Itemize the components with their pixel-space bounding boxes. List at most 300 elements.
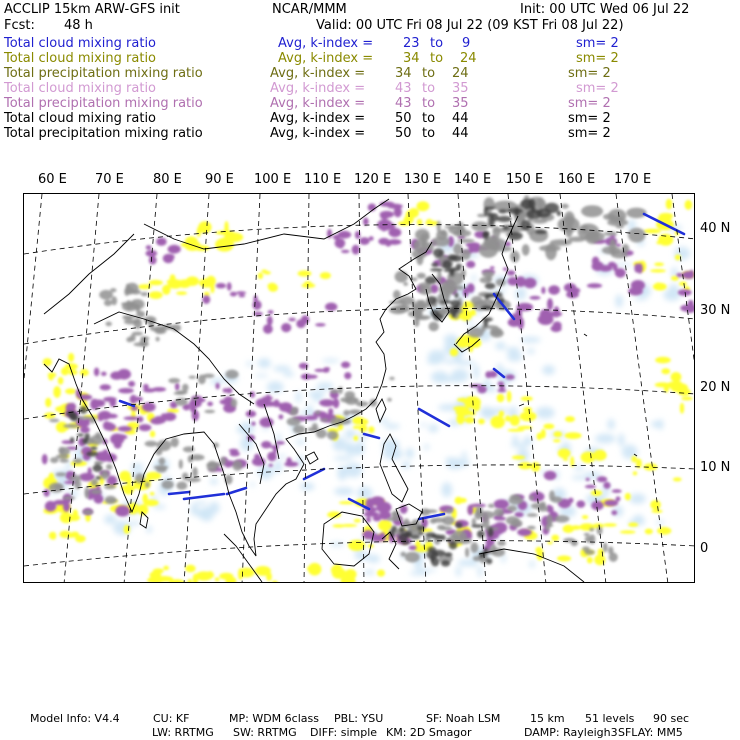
field-sm: sm= 2 (576, 51, 619, 66)
cloud-cell (124, 287, 129, 296)
cloud-cell (124, 319, 140, 324)
cloud-cell (428, 424, 438, 432)
footer-item: KM: 2D Smagor (386, 726, 472, 739)
field-k-from: 23 (403, 36, 420, 51)
cloud-cell (106, 464, 112, 470)
cloud-cell (308, 391, 325, 399)
cloud-cell (274, 460, 282, 472)
cloud-cell (425, 532, 436, 537)
cloud-cell (230, 292, 237, 297)
cloud-cell (322, 359, 339, 363)
cloud-cell (334, 487, 354, 495)
cloud-cell (359, 425, 368, 433)
cloud-cell (146, 526, 152, 533)
footer-item: SW: RRTMG (233, 726, 297, 739)
cloud-cell (557, 556, 571, 562)
cloud-cell (203, 374, 215, 378)
longitude-label: 110 E (304, 172, 342, 187)
cloud-cell (388, 239, 402, 245)
cloud-cell (110, 288, 116, 292)
cloud-cell (48, 372, 57, 377)
longitude-label: 60 E (38, 172, 67, 187)
cloud-cell (275, 441, 285, 445)
cloud-cell (471, 542, 479, 553)
cloud-cell (110, 434, 124, 445)
cloud-cell (433, 248, 444, 257)
field-k-to: 35 (452, 96, 469, 111)
cloud-cell (142, 494, 148, 504)
cloud-cell (199, 278, 214, 287)
cloud-cell (585, 485, 596, 489)
cloud-cell (94, 368, 99, 377)
cloud-cell (149, 280, 163, 285)
cloud-cell (77, 433, 84, 436)
cloud-cell (333, 398, 339, 408)
cloud-cell (106, 499, 118, 502)
field-name: Total cloud mixing ratio (4, 51, 157, 66)
cloud-cell (547, 541, 553, 544)
cloud-cell (191, 503, 199, 515)
cloud-cell (467, 283, 475, 293)
cloud-cell (485, 283, 496, 289)
cloud-cell (680, 305, 692, 312)
cloud-cell (658, 419, 664, 430)
cloud-cell (637, 263, 643, 273)
cloud-cell (148, 318, 154, 328)
cloud-cell (403, 282, 408, 286)
cloud-cell (258, 358, 271, 368)
cloud-cell (286, 457, 292, 465)
cloud-cell (529, 296, 540, 300)
cloud-cell (651, 510, 662, 513)
longitude-label: 100 E (254, 172, 292, 187)
cloud-cell (70, 475, 82, 481)
cloud-cell (80, 426, 90, 433)
cloud-cell (488, 527, 494, 537)
cloud-cell (677, 273, 683, 277)
cloud-cell (138, 504, 149, 515)
cloud-cell (272, 580, 278, 583)
cloud-cell (91, 489, 102, 494)
footer-item: 15 km (530, 712, 565, 725)
cloud-cell (382, 439, 400, 452)
forecast-label: Fcst: (4, 18, 35, 33)
cloud-cell (508, 429, 525, 432)
cloud-cell (430, 518, 437, 523)
cloud-cell (354, 519, 361, 523)
footer-item: CU: KF (153, 712, 190, 725)
cloud-cell (618, 433, 624, 446)
cloud-cell (465, 547, 469, 557)
cloud-cell (496, 279, 506, 287)
cloud-cell (327, 431, 338, 440)
cloud-cell (293, 425, 305, 434)
cloud-cell (546, 524, 550, 531)
cloud-cell (133, 342, 149, 346)
cloud-cell (550, 239, 572, 246)
cloud-cell (603, 523, 617, 526)
cloud-cell (182, 473, 188, 481)
cloud-cell (650, 269, 666, 272)
cloud-cell (563, 525, 574, 533)
cloud-cell (549, 506, 554, 513)
cloud-cell (156, 337, 160, 342)
cloud-cell (123, 416, 139, 420)
cloud-cell (537, 433, 543, 440)
cloud-cell (565, 222, 573, 237)
cloud-cell (258, 273, 263, 280)
cloud-cell (472, 274, 476, 283)
longitude-line (242, 194, 260, 583)
cloud-cell (442, 516, 454, 525)
cloud-cell (83, 510, 94, 515)
cloud-cell (547, 298, 553, 310)
field-k-to: 44 (452, 126, 469, 141)
cloud-cell (207, 402, 213, 407)
cloud-cell (101, 470, 109, 479)
map-panel (23, 193, 695, 583)
cloud-cell (486, 558, 492, 564)
valid-time: Valid: 00 UTC Fri 08 Jul 22 (09 KST Fri 08 Jul 22) (316, 18, 624, 33)
cloud-cell (491, 416, 505, 429)
cloud-cell (315, 411, 320, 415)
cloud-cell (156, 238, 167, 246)
cloud-cell (296, 319, 305, 328)
cloud-cell (586, 231, 605, 242)
cloud-cell (656, 521, 665, 525)
cloud-cell (179, 459, 183, 469)
cloud-cell (531, 462, 540, 472)
cloud-cell (369, 399, 377, 407)
footer-item: DIFF: simple (310, 726, 378, 739)
cloud-cell (43, 358, 52, 366)
cloud-cell (152, 387, 166, 392)
cloud-cell (111, 296, 117, 305)
cloud-cell (521, 396, 533, 401)
cloud-cell (63, 496, 75, 500)
cloud-cell (312, 423, 318, 430)
cloud-cell (296, 391, 302, 403)
cloud-cell (418, 569, 437, 572)
cloud-cell (536, 407, 555, 419)
cloud-cell (96, 476, 102, 480)
cloud-cell (319, 399, 335, 406)
cloud-cell (189, 240, 195, 244)
cloud-cell (50, 532, 56, 540)
cloud-cell (478, 565, 483, 577)
cloud-cell (609, 216, 624, 219)
cloud-cell (634, 296, 649, 300)
field-name: Total cloud mixing ratio (4, 81, 157, 96)
cloud-cell (654, 263, 664, 267)
cloud-cell (679, 282, 687, 286)
latitude-label: 20 N (700, 380, 731, 395)
cloud-cell (58, 377, 64, 385)
cloud-cell (464, 313, 477, 316)
field-k-to-word: to (422, 66, 436, 81)
cloud-cell (261, 441, 271, 448)
cloud-streak (227, 488, 246, 494)
cloud-cell (122, 301, 138, 311)
cloud-cell (187, 579, 192, 583)
cloud-cell (269, 464, 273, 467)
cloud-cell (527, 513, 538, 517)
cloud-cell (432, 237, 450, 247)
cloud-cell (395, 271, 408, 283)
cloud-cell (391, 526, 397, 532)
cloud-cell (90, 446, 97, 450)
cloud-cell (494, 508, 504, 516)
cloud-cell (263, 324, 273, 334)
cloud-cell (548, 285, 560, 294)
cloud-cell (320, 272, 331, 279)
cloud-cell (104, 515, 116, 525)
cloud-cell (333, 456, 353, 460)
cloud-cell (517, 448, 529, 462)
cloud-cell (589, 528, 594, 532)
cloud-cell (505, 374, 514, 379)
cloud-cell (581, 205, 603, 217)
cloud-cell (591, 490, 602, 496)
cloud-cell (565, 416, 575, 422)
cloud-cell (290, 410, 298, 416)
cloud-streak (304, 469, 324, 479)
cloud-cell (70, 437, 74, 443)
cloud-cell (671, 276, 679, 281)
field-k-to: 44 (452, 111, 469, 126)
cloud-cell (281, 323, 291, 332)
cloud-cell (457, 239, 474, 243)
cloud-cell (645, 529, 653, 535)
cloud-cell (483, 231, 490, 237)
field-sm: sm= 2 (576, 36, 619, 51)
cloud-cell (168, 245, 181, 254)
cloud-cell (298, 270, 312, 276)
cloud-cell (297, 455, 303, 467)
cloud-cell (497, 394, 505, 403)
cloud-cell (592, 257, 599, 266)
cloud-cell (542, 365, 555, 375)
field-name: Total precipitation mixing ratio (4, 126, 203, 141)
cloud-cell (582, 515, 588, 519)
cloud-cell (616, 496, 621, 501)
cloud-cell (477, 530, 485, 538)
cloud-cell (176, 482, 187, 490)
cloud-cell (192, 467, 198, 478)
cloud-cell (115, 505, 130, 516)
cloud-cell (497, 517, 506, 521)
cloud-cell (117, 369, 131, 380)
cloud-cell (520, 337, 541, 343)
cloud-cell (398, 221, 411, 226)
cloud-cell (246, 361, 252, 366)
cloud-cell (255, 374, 268, 377)
cloud-cell (389, 228, 402, 237)
cloud-cell (68, 353, 74, 362)
cloud-cell (345, 444, 365, 456)
cloud-cell (206, 462, 221, 467)
cloud-cell (93, 400, 105, 407)
cloud-cell (478, 419, 485, 425)
cloud-cell (486, 275, 492, 283)
cloud-cell (425, 509, 438, 513)
cloud-cell (545, 203, 560, 214)
cloud-cell (539, 245, 561, 252)
cloud-cell (456, 414, 464, 425)
field-k-from: 50 (395, 111, 412, 126)
cloud-cell (204, 410, 215, 413)
cloud-cell (106, 414, 118, 419)
cloud-cell (521, 220, 531, 231)
cloud-cell (551, 535, 559, 542)
cloud-cell (270, 445, 279, 448)
cloud-cell (63, 424, 78, 428)
cloud-cell (398, 533, 407, 541)
cloud-cell (598, 549, 604, 556)
cloud-cell (175, 383, 180, 391)
cloud-cell (110, 398, 117, 407)
cloud-cell (54, 483, 63, 490)
cloud-cell (655, 357, 671, 364)
cloud-cell (73, 509, 78, 519)
cloud-cell (65, 388, 76, 394)
cloud-cell (393, 290, 401, 300)
cloud-cell (267, 452, 276, 461)
cloud-cell (287, 417, 301, 425)
cloud-cell (658, 234, 673, 246)
cloud-cell (453, 406, 468, 411)
cloud-cell (88, 467, 92, 475)
cloud-cell (266, 572, 272, 581)
latitude-label: 40 N (700, 221, 731, 236)
cloud-cell (330, 389, 339, 393)
cloud-cell (384, 424, 400, 429)
cloud-cell (420, 423, 427, 426)
cloud-cell (352, 245, 360, 255)
field-sm: sm= 2 (568, 111, 611, 126)
coastline (144, 199, 389, 249)
cloud-cell (431, 263, 438, 267)
cloud-cell (406, 448, 414, 459)
cloud-cell (468, 327, 484, 337)
cloud-cell (73, 458, 82, 463)
cloud-cell (471, 221, 488, 231)
cloud-cell (357, 487, 372, 500)
cloud-cell (449, 267, 461, 271)
cloud-cell (231, 399, 238, 408)
cloud-cell (451, 369, 469, 382)
cloud-cell (628, 228, 646, 243)
cloud-cell (185, 565, 196, 572)
cloud-cell (44, 489, 50, 497)
cloud-cell (387, 398, 391, 402)
cloud-cell (515, 512, 524, 517)
cloud-cell (485, 296, 489, 300)
cloud-cell (307, 565, 321, 572)
field-avg-label: Avg, k-index = (270, 66, 366, 81)
cloud-cell (174, 392, 186, 395)
cloud-cell (666, 199, 673, 210)
cloud-cell (427, 547, 436, 552)
cloud-cell (483, 319, 488, 327)
latitude-label: 0 (700, 541, 709, 556)
cloud-cell (688, 300, 694, 305)
cloud-cell (209, 502, 219, 514)
cloud-cell (674, 375, 680, 381)
field-k-to-word: to (422, 96, 436, 111)
cloud-cell (268, 284, 278, 292)
cloud-cell (159, 458, 166, 465)
cloud-cell (558, 449, 571, 459)
cloud-cell (473, 364, 479, 380)
field-name: Total precipitation mixing ratio (4, 96, 203, 111)
cloud-cell (664, 383, 669, 392)
cloud-cell (126, 337, 132, 342)
cloud-cell (603, 542, 608, 552)
cloud-cell (685, 200, 693, 210)
cloud-cell (441, 230, 447, 236)
cloud-cell (364, 512, 380, 517)
cloud-cell (485, 371, 492, 378)
cloud-cell (94, 494, 104, 503)
cloud-cell (55, 406, 67, 412)
cloud-cell (401, 305, 406, 311)
cloud-cell (543, 424, 554, 430)
footer-item: SF: Noah LSM (426, 712, 501, 725)
cloud-cell (499, 411, 505, 417)
cloud-cell (226, 388, 232, 394)
cloud-cell (604, 500, 618, 507)
forecast-hour: 48 h (64, 18, 93, 33)
cloud-cell (149, 291, 163, 299)
cloud-cell (338, 244, 343, 249)
cloud-cell (370, 496, 384, 505)
cloud-cell (449, 541, 457, 549)
field-avg-label: Avg, k-index = (278, 36, 374, 51)
coastline (584, 334, 587, 336)
latitude-label: 10 N (700, 460, 731, 475)
cloud-cell (71, 415, 79, 422)
cloud-cell (283, 372, 294, 377)
cloud-cell (488, 504, 495, 508)
cloud-cell (643, 229, 661, 234)
cloud-cell (377, 570, 385, 577)
cloud-cell (620, 530, 636, 533)
plot-title: ACCLIP 15km ARW-GFS init (4, 2, 180, 17)
cloud-cell (540, 502, 546, 508)
cloud-cell (345, 391, 356, 399)
field-avg-label: Avg, k-index = (270, 81, 366, 96)
cloud-cell (494, 499, 509, 509)
cloud-cell (417, 273, 426, 279)
field-k-to-word: to (422, 81, 436, 96)
cloud-cell (251, 422, 255, 426)
longitude-label: 70 E (95, 172, 124, 187)
field-name: Total precipitation mixing ratio (4, 66, 203, 81)
cloud-cell (510, 443, 528, 448)
cloud-cell (553, 439, 561, 442)
cloud-cell (607, 219, 628, 227)
organization-label: NCAR/MMM (272, 2, 347, 17)
cloud-cell (650, 500, 661, 510)
cloud-cell (320, 418, 328, 421)
cloud-cell (689, 270, 694, 279)
cloud-cell (236, 291, 246, 294)
cloud-cell (600, 450, 604, 459)
cloud-cell (382, 227, 386, 231)
cloud-cell (182, 384, 189, 391)
cloud-cell (189, 376, 197, 379)
